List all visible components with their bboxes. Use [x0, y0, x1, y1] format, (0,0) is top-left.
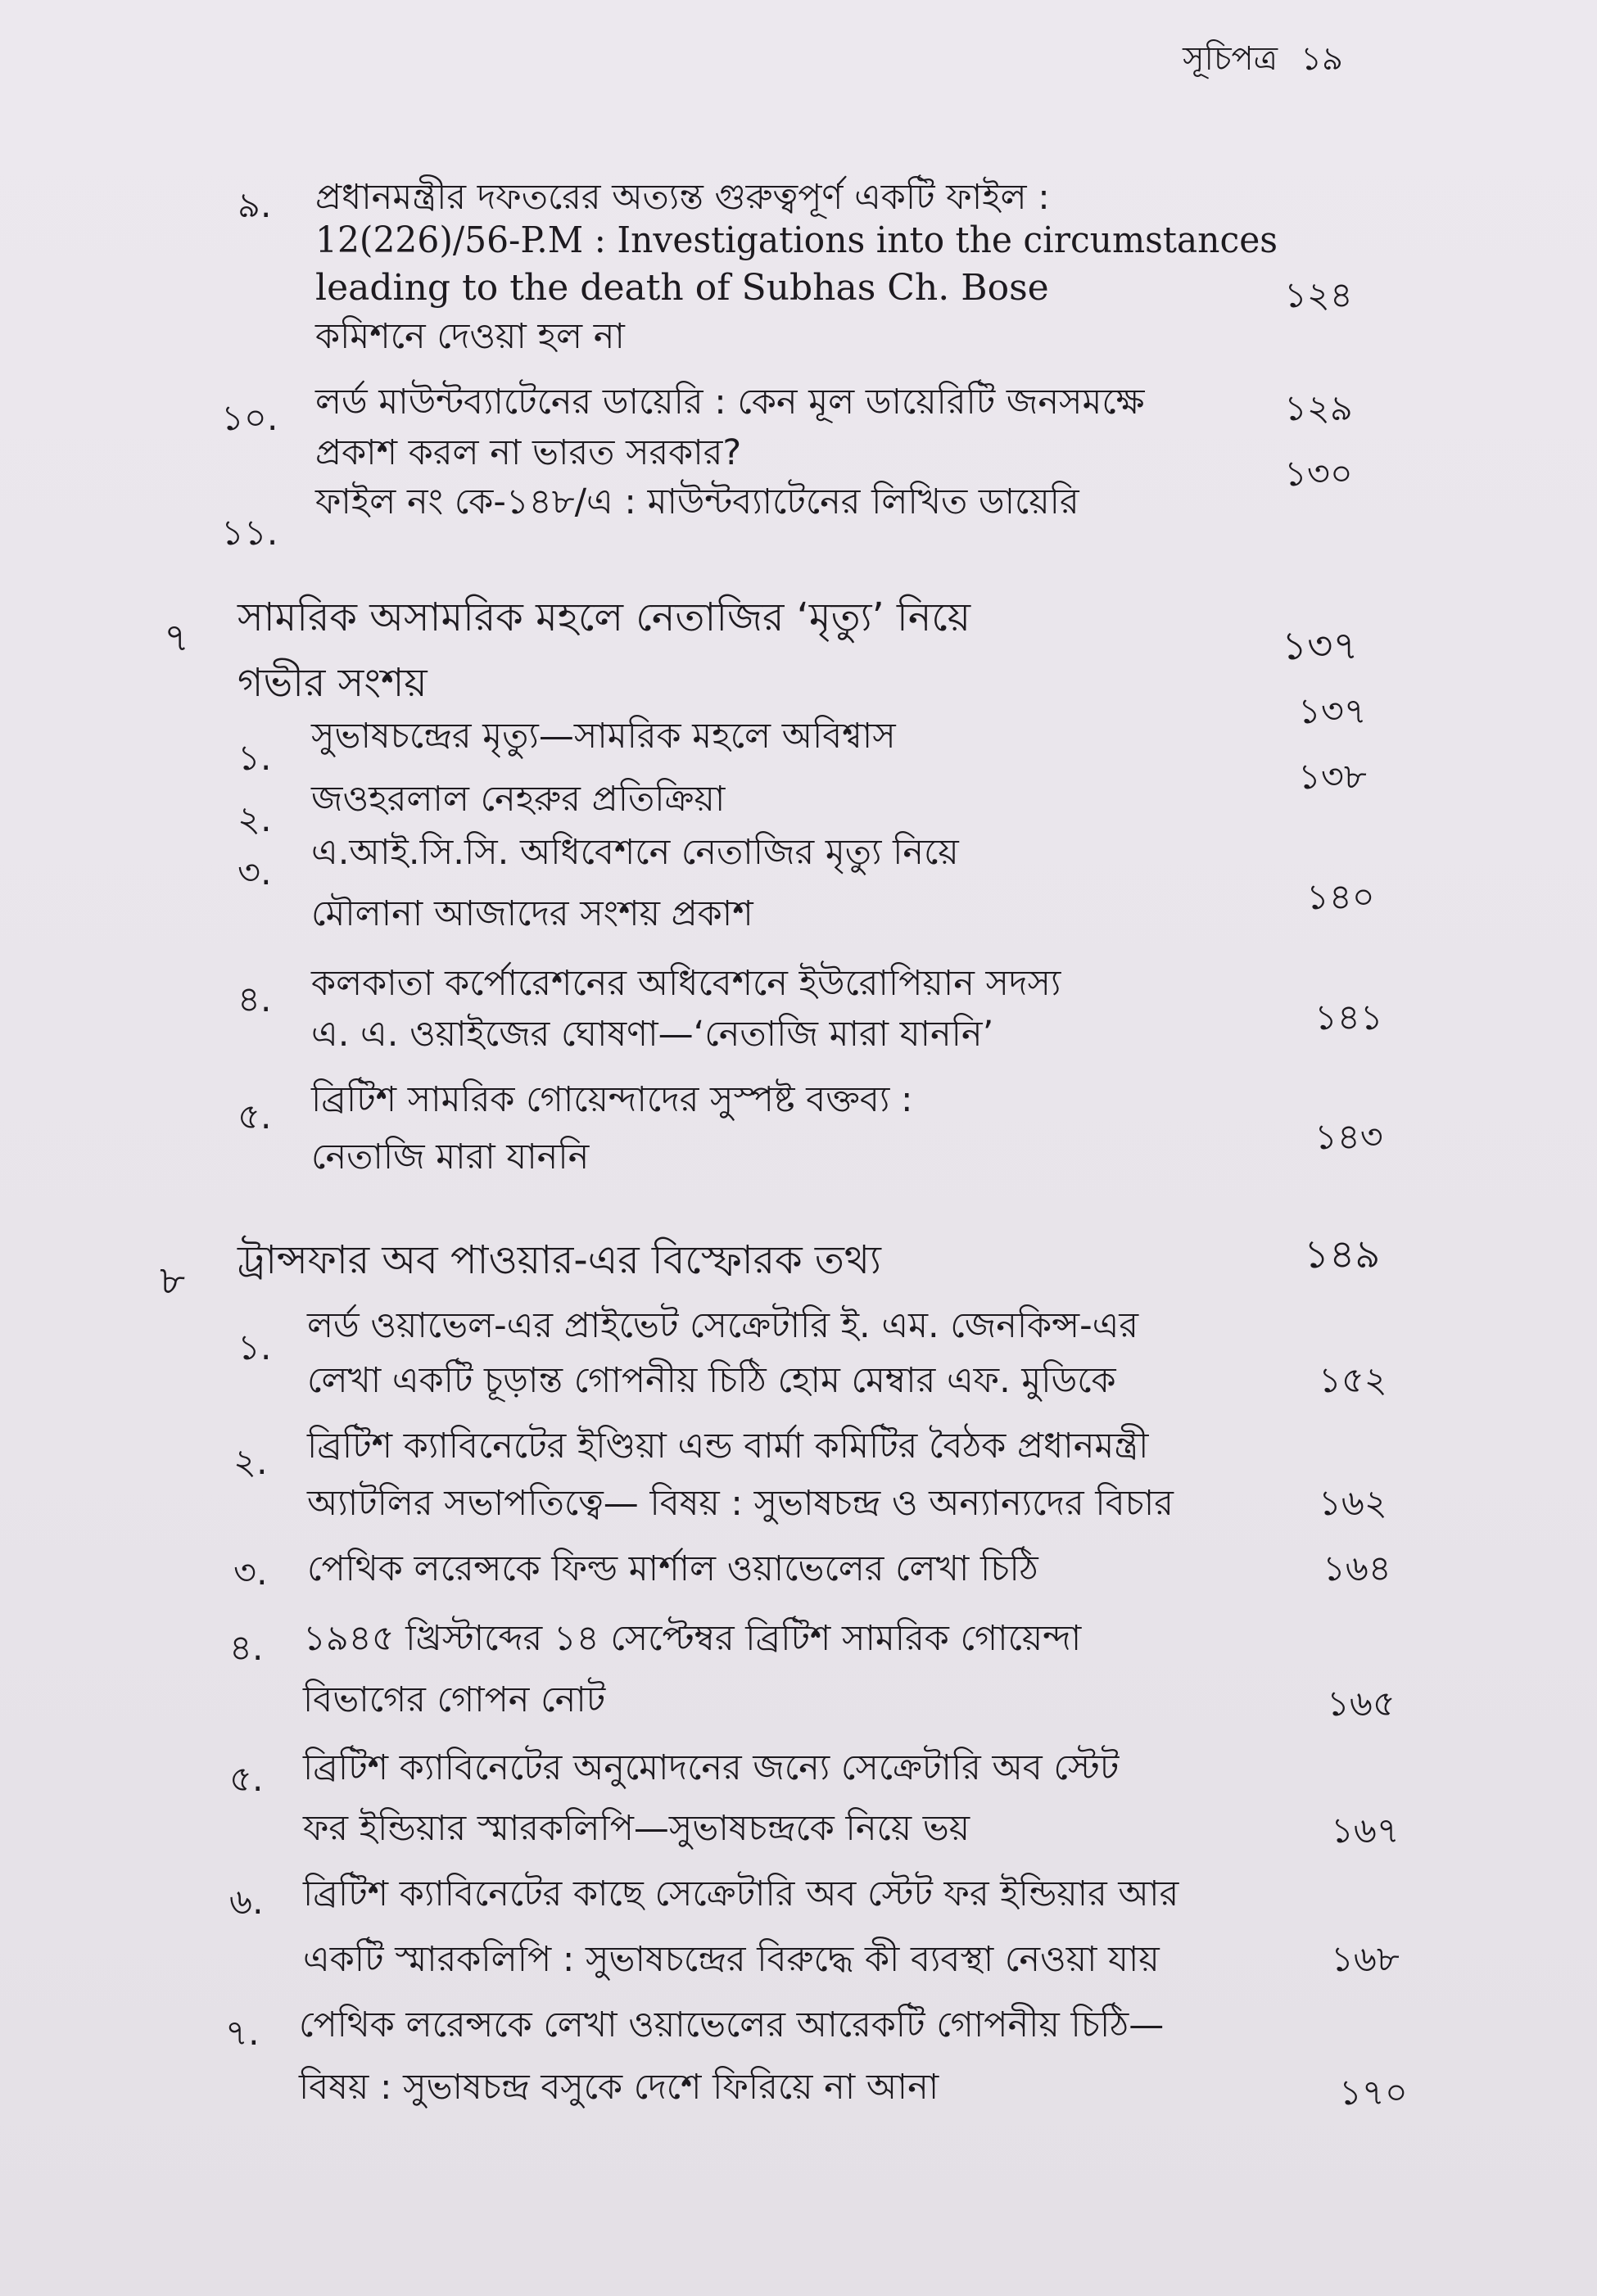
item-number: ৪.	[238, 979, 272, 1020]
item-page: ১৪০	[1306, 877, 1375, 918]
item-page: ১২৪	[1284, 275, 1353, 316]
item-number: ৫.	[229, 1759, 264, 1800]
item-text-line: বিষয় : সুভাষচন্দ্র বসুকে দেশে ফিরিয়ে না আনা	[299, 2067, 939, 2108]
item-text-line: ব্রিটিশ সামরিক গোয়েন্দাদের সুস্পষ্ট বক্তব্য :	[311, 1079, 913, 1120]
item-number: ১১.	[221, 513, 278, 554]
item-text-line: leading to the death of Subhas Ch. Bose	[315, 267, 1049, 309]
item-number: ২.	[238, 799, 272, 840]
item-number: ১.	[238, 738, 272, 779]
item-page: ১৪৩	[1314, 1117, 1383, 1158]
item-page: ১৪১	[1314, 997, 1383, 1038]
item-text-line: কমিশনে দেওয়া হল না	[315, 316, 625, 357]
item-text-line: এ. এ. ওয়াইজের ঘোষণা—‘নেতাজি মারা যাননি’	[311, 1014, 994, 1055]
item-page: ১৬৫	[1327, 1684, 1396, 1724]
chapter-title-line: ট্রান্সফার অব পাওয়ার-এর বিস্ফোরক তথ্য	[238, 1237, 881, 1283]
item-text-line: একটি স্মারকলিপি : সুভাষচন্দ্রের বিরুদ্ধে কী ব্যবস্থা নেওয়া যায়	[303, 1939, 1160, 1980]
item-number: ৭.	[225, 2013, 260, 2054]
item-text-line: পেথিক লরেন্সকে ফিল্ড মার্শাল ওয়াভেলের লেখা চিঠি	[307, 1548, 1038, 1589]
item-text-line: ফাইল নং কে-১৪৮/এ : মাউন্টব্যাটেনের লিখিত ডায়েরি	[315, 481, 1079, 522]
item-text-line: এ.আই.সি.সি. অধিবেশনে নেতাজির মৃত্যু নিয়ে	[311, 832, 959, 873]
item-number: ৩.	[238, 852, 272, 893]
item-page: ১৬৭	[1331, 1810, 1400, 1851]
item-text-line: সুভাষচন্দ্রের মৃত্যু—সামরিক মহলে অবিশ্বাস	[311, 716, 896, 757]
item-page: ১৩০	[1284, 454, 1353, 495]
chapter-page: ১৩৭	[1282, 623, 1359, 669]
running-head	[1183, 33, 1343, 88]
item-number: ৫.	[238, 1096, 272, 1137]
item-text-line: ব্রিটিশ ক্যাবিনেটের অনুমোদনের জন্যে সেক্রেটারি অব স্টেট	[303, 1747, 1120, 1788]
item-text-line: বিভাগের গোপন নোট	[303, 1679, 606, 1720]
item-number: ১.	[238, 1327, 272, 1368]
item-text-line: ব্রিটিশ ক্যাবিনেটের ইণ্ডিয়া এন্ড বার্মা কমিটির বৈঠক প্রধানমন্ত্রী	[307, 1426, 1149, 1467]
item-page: ১৬২	[1319, 1483, 1387, 1524]
item-number: ৯.	[238, 185, 272, 226]
item-page: ১৩৮	[1298, 757, 1367, 798]
chapter-number: ৭	[164, 615, 190, 661]
item-text-line: কলকাতা কর্পোরেশনের অধিবেশনে ইউরোপিয়ান সদস্য	[311, 963, 1061, 1004]
item-number: ৩.	[233, 1553, 268, 1593]
item-text-line: জওহরলাল নেহরুর প্রতিক্রিয়া	[311, 779, 726, 820]
item-number: ২.	[233, 1442, 268, 1483]
item-text-line: প্রধানমন্ত্রীর দফতরের অত্যন্ত গুরুত্বপূর্ণ একটি ফাইল :	[315, 177, 1050, 218]
item-number: ১০.	[221, 398, 278, 439]
item-text-line: লর্ড ওয়াভেল-এর প্রাইভেট সেক্রেটারি ই. এম. জেনকিন্স-এর	[307, 1305, 1138, 1346]
item-text-line: ফর ইন্ডিয়ার স্মারকলিপি—সুভাষচন্দ্রকে নিয়ে ভয়	[303, 1808, 970, 1849]
chapter-title-line: গভীর সংশয়	[238, 660, 428, 706]
item-text-line: ১৯৪৫ খ্রিস্টাব্দের ১৪ সেপ্টেম্বর ব্রিটিশ সামরিক গোয়েন্দা	[303, 1618, 1082, 1659]
page-number: ১৯	[1301, 40, 1343, 78]
item-text-line: লর্ড মাউন্টব্যাটেনের ডায়েরি : কেন মূল ডায়েরিটি জনসমক্ষে	[315, 382, 1145, 423]
item-text-line: অ্যাটলির সভাপতিত্বে— বিষয় : সুভাষচন্দ্র ও অন্যান্যদের বিচার	[307, 1483, 1174, 1524]
chapter-page: ১৪৯	[1304, 1232, 1381, 1277]
item-text-line: প্রকাশ করল না ভারত সরকার?	[315, 432, 742, 473]
item-page: ১২৯	[1284, 388, 1353, 429]
item-text-line: লেখা একটি চূড়ান্ত গোপনীয় চিঠি হোম মেম্বার এফ. মুডিকে	[307, 1360, 1116, 1401]
item-text-line: ব্রিটিশ ক্যাবিনেটের কাছে সেক্রেটারি অব স্টেট ফর ইন্ডিয়ার আর	[303, 1873, 1179, 1914]
item-number: ৬.	[229, 1882, 264, 1923]
item-text-line: নেতাজি মারা যাননি	[311, 1137, 590, 1177]
item-page: ১৬৮	[1331, 1939, 1400, 1980]
item-page: ১৭০	[1339, 2072, 1408, 2113]
item-page: ১৬৪	[1323, 1548, 1391, 1589]
running-head-title: সূচিপত্র	[1183, 40, 1278, 78]
item-text-line: 12(226)/56-P.M : Investigations into the circumstances	[315, 219, 1278, 261]
item-text-line: পেথিক লরেন্সকে লেখা ওয়াভেলের আরেকটি গোপনীয় চিঠি—	[299, 2004, 1165, 2045]
item-page: ১৫২	[1319, 1360, 1387, 1401]
item-text-line: মৌলানা আজাদের সংশয় প্রকাশ	[311, 893, 753, 934]
item-page: ১৩৭	[1298, 691, 1367, 732]
chapter-number: ৮	[160, 1258, 186, 1304]
item-number: ৪.	[229, 1628, 264, 1669]
chapter-title-line: সামরিক অসামরিক মহলে নেতাজির ‘মৃত্যু’ নিয়ে	[238, 594, 970, 640]
